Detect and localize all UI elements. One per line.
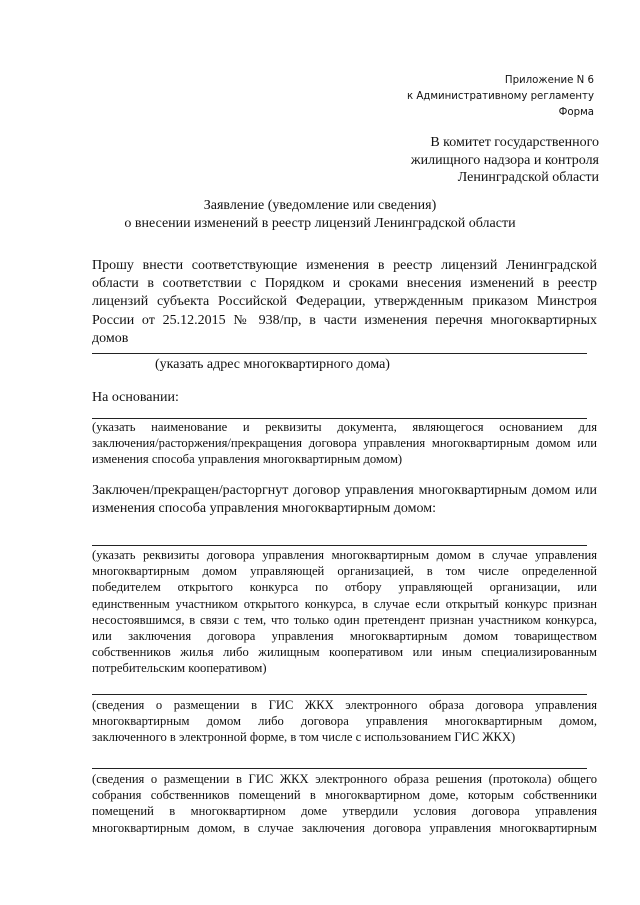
address-hint: (указать адрес многоквартирного дома) [155, 357, 390, 372]
hint-line: (указать наименование и реквизиты документа, являющегося основанием для [92, 420, 597, 434]
statement-line: изменения способа управления многоквартирным домом: [92, 501, 436, 517]
hint-line: многоквартирным домом, в случае заключения договора управления многоквартирным [92, 820, 597, 835]
document-title [0, 197, 640, 232]
addressee-block [299, 134, 599, 187]
hint-line: заключения/расторжения/прекращения договора управления многоквартирным домом или [92, 436, 597, 451]
paragraph-line: России от 25.12.2015 № 938/пр, в части изменения перечня многоквартирных [92, 312, 597, 328]
hint-line: несостоявшимся, в связи с тем, что только один претендент признан участником конкурса, [92, 612, 597, 627]
hint-line: собрания собственников помещений в многоквартирном доме, которым собственники [92, 788, 597, 803]
hint-line: (указать реквизиты договора управления многоквартирным домом в случае управления [92, 548, 597, 562]
hint-line: многоквартирным домом либо договора управления многоквартирным домом, [92, 714, 597, 729]
contract-statement [92, 482, 597, 519]
appendix-number: Приложение N 6 [504, 75, 594, 86]
hint-line: победителем открытого конкурса по отбору управляющей организации, или [92, 580, 597, 595]
addressee-line: жилищного надзора и контроля [410, 152, 599, 168]
hint-line: или заключения договора управления многоквартирным домом товариществом [92, 629, 597, 644]
gis-contract-fill-line [92, 694, 587, 695]
contract-fill-line [92, 545, 587, 546]
gis-protocol-hint [92, 771, 597, 836]
hint-line: единственным участником открытого конкурса, в случае если открытый конкурс признан [92, 596, 597, 611]
title-line: о внесении изменений в реестр лицензий Ленинградской области [124, 215, 516, 231]
appendix-regulation: к Административному регламенту [406, 91, 594, 102]
paragraph-line: области в соответствии с Порядком и сроками внесения изменений в реестр [92, 276, 597, 292]
address-fill-line [92, 353, 587, 354]
paragraph-line: домов [92, 330, 129, 346]
paragraph-line: Прошу внести соответствующие изменения в реестр лицензий Ленинградской [92, 258, 597, 273]
addressee-line: В комитет государственного [430, 135, 599, 150]
addressee-line: Ленинградской области [457, 170, 599, 185]
hint-line: (сведения о размещении в ГИС ЖКХ электронного образа решения (протокола) общего [92, 772, 597, 786]
hint-line: многоквартирным домом управляющей организацией, в том числе определенной [92, 564, 597, 579]
appendix-form: Форма [558, 107, 594, 118]
hint-line: заключенного в электронной форме, в том числе с использованием ГИС ЖКХ) [92, 730, 516, 745]
hint-line: изменения способа управления многоквартирным домом) [92, 452, 403, 467]
basis-label: На основании: [92, 390, 179, 405]
hint-line: помещений в многоквартирном доме утвердили условия договора управления [92, 804, 597, 819]
paragraph-line: лицензий субъекта Российской Федерации, утвержденным приказом Минстроя [92, 294, 597, 310]
hint-line: собственников жилья либо жилищным кооперативом или иным специализированным [92, 645, 597, 660]
title-line: Заявление (уведомление или сведения) [203, 198, 437, 213]
hint-line: (сведения о размещении в ГИС ЖКХ электронного образа договора управления [92, 698, 597, 712]
hint-line: потребительским кооперативом) [92, 661, 267, 676]
appendix-header [334, 73, 594, 121]
statement-line: Заключен/прекращен/расторгнут договор управления многоквартирным домом или [92, 483, 597, 498]
contract-hint [92, 547, 597, 677]
gis-protocol-fill-line [92, 768, 587, 769]
request-paragraph [92, 257, 597, 348]
gis-contract-hint [92, 697, 597, 746]
basis-hint [92, 419, 597, 468]
